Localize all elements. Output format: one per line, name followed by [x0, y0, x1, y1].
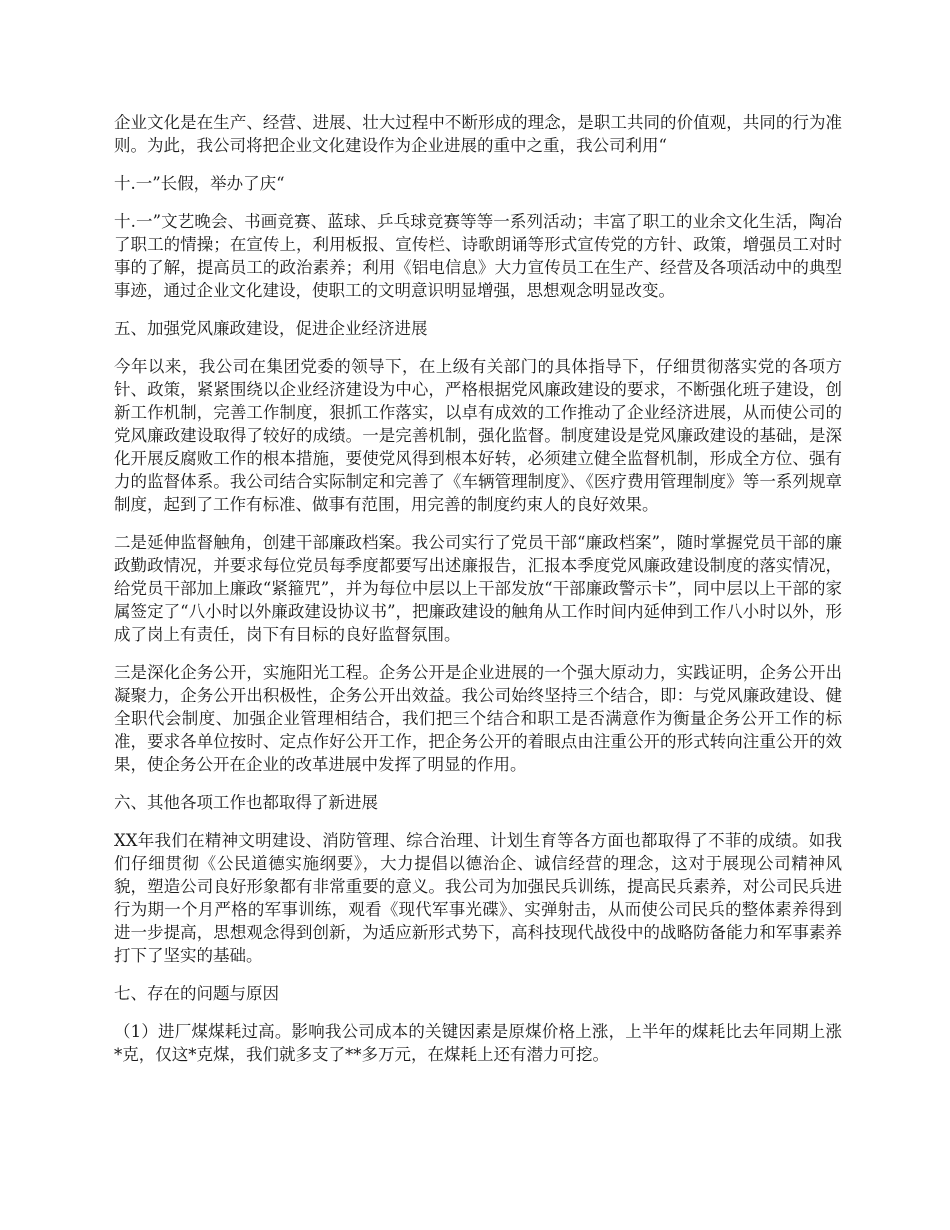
paragraph-cultural-activities: 十.一”文艺晚会、书画竞赛、蓝球、乒乓球竞赛等等一系列活动；丰富了职工的业余文化生活，陶冶了职工的情操；在宣传上，利用板报、宣传栏、诗歌朗诵等形式宣传党的方针、政策，增强员工对时事的了解，提高员工的政治素养；利用《铝电信息》大力宣传员工在生产、经营及各项活动中的典型事迹，通过企业文化建设，使职工的文明意识明显增强，思想观念明显改变。 [114, 212, 842, 300]
paragraph-anti-corruption: 今年以来，我公司在集团党委的领导下，在上级有关部门的具体指导下，仔细贯彻落实党的各项方针、政策，紧紧围绕以企业经济建设为中心，严格根据党风廉政建设的要求，不断强化班子建设，创新工作机制，完善工作制度，狠抓工作落实，以卓有成效的工作推动了企业经济进展，从而使公司的党风廉政建设取得了较好的成绩。一是完善机制，强化监督。制度建设是党风廉政建设的基础，是深化开展反腐败工作的根本措施，要使党风得到根本好转，必须建立健全监督机制，形成全方位、强有力的监督体系。我公司结合实际制定和完善了《车辆管理制度》、《医疗费用管理制度》等一系列规章制度，起到了工作有标准、做事有范围，用完善的制度约束人的良好效果。 [114, 357, 842, 514]
paragraph-affairs-disclosure: 三是深化企务公开，实施阳光工程。企务公开是企业进展的一个强大原动力，实践证明，企务公开出凝聚力，企务公开出积极性，企务公开出效益。我公司始终坚持三个结合，即：与党风廉政建设、健全职代会制度、加强企业管理相结合，我们把三个结合和职工是否满意作为衡量企务公开工作的标准，要求各单位按时、定点作好公开工作，把企务公开的着眼点由注重公开的形式转向注重公开的效果，使企务公开在企业的改革进展中发挥了明显的作用。 [114, 663, 842, 774]
section-heading-6: 六、其他各项工作也都取得了新进展 [114, 793, 378, 812]
section-heading-5: 五、加强党风廉政建设，促进企业经济进展 [114, 319, 428, 338]
paragraph-national-day-holiday: 十.一”长假，举办了庆“ [114, 174, 285, 193]
paragraph-other-work: XX年我们在精神文明建设、消防管理、综合治理、计划生育等各方面也都取得了不菲的成绩。如我们仔细贯彻《公民道德实施纲要》，大力提倡以德治企、诚信经营的理念，这对于展现公司精神风貌，塑造公司良好形象都有非常重要的意义。我公司为加强民兵训练，提高民兵素养，对公司民兵进行为期一个月严格的军事训练，观看《现代军事光碟》、实弹射击，从而使公司民兵的整体素养得到进一步提高，思想观念得到创新，为适应新形式势下，高科技现代战役中的战略防备能力和军事素养打下了坚实的基础。 [114, 831, 842, 965]
document-page [114, 111, 842, 1081]
section-heading-7: 七、存在的问题与原因 [114, 984, 279, 1003]
paragraph-coal-consumption: （1）进厂煤煤耗过高。影响我公司成本的关键因素是原煤价格上涨，上半年的煤耗比去年同期上涨*克，仅这*克煤，我们就多支了**多万元，在煤耗上还有潜力可挖。 [114, 1022, 842, 1064]
paragraph-corporate-culture: 企业文化是在生产、经营、进展、壮大过程中不断形成的理念，是职工共同的价值观，共同的行为准则。为此，我公司将把企业文化建设作为企业进展的重中之重，我公司利用“ [114, 113, 842, 155]
paragraph-integrity-files: 二是延伸监督触角，创建干部廉政档案。我公司实行了党员干部“廉政档案”，随时掌握党员干部的廉政勤政情况，并要求每位党员每季度都要写出述廉报告，汇报本季度党风廉政建设制度的落实情况，给党员干部加上廉政“紧箍咒”，并为每位中层以上干部发放“干部廉政警示卡”，同中层以上干部的家属签定了“八小时以外廉政建设协议书”，把廉政建设的触角从工作时间内延伸到工作八小时以外，形成了岗上有责任，岗下有目标的良好监督氛围。 [114, 533, 842, 644]
